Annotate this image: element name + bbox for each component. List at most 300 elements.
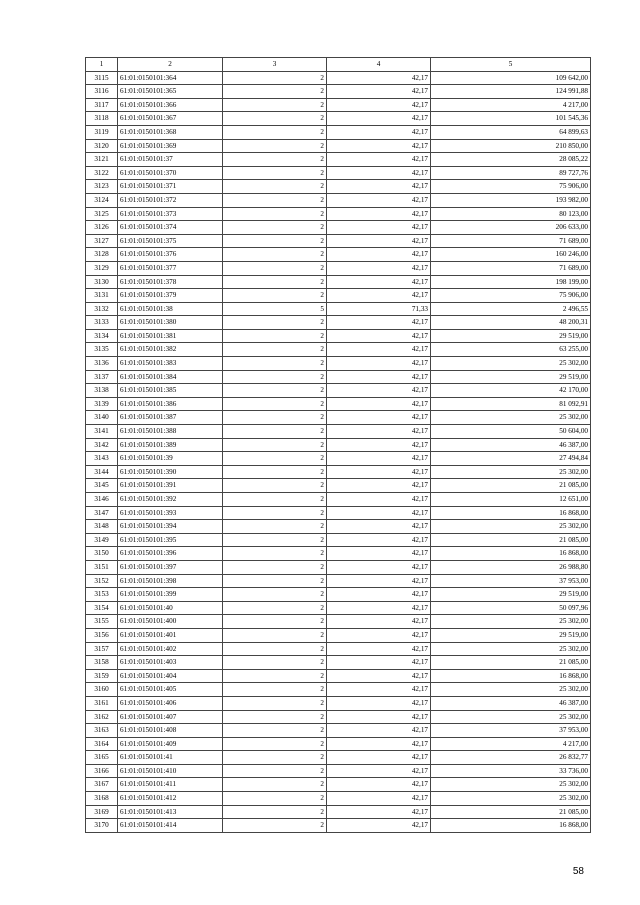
table-cell-col-2: 61:01:0150101:394	[118, 520, 223, 534]
table-cell-col-2: 61:01:0150101:405	[118, 683, 223, 697]
table-cell-col-4: 42,17	[327, 98, 431, 112]
table-cell-col-5: 16 868,00	[431, 669, 591, 683]
table-cell-col-1: 3162	[86, 710, 118, 724]
table-cell-col-2: 61:01:0150101:389	[118, 438, 223, 452]
table-cell-col-1: 3159	[86, 669, 118, 683]
table-cell-col-1: 3122	[86, 166, 118, 180]
table-cell-col-1: 3137	[86, 370, 118, 384]
table-cell-col-1: 3151	[86, 560, 118, 574]
table-row	[86, 207, 591, 221]
table-cell-col-5: 26 832,77	[431, 751, 591, 765]
table-cell-col-2: 61:01:0150101:391	[118, 479, 223, 493]
table-cell-col-4: 42,17	[327, 411, 431, 425]
table-cell-col-3: 5	[223, 302, 327, 316]
table-cell-col-4: 42,17	[327, 465, 431, 479]
table-cell-col-1: 3126	[86, 221, 118, 235]
table-cell-col-4: 42,17	[327, 683, 431, 697]
table-cell-col-1: 3148	[86, 520, 118, 534]
table-cell-col-5: 4 217,00	[431, 737, 591, 751]
table-cell-col-1: 3150	[86, 547, 118, 561]
table-cell-col-3: 2	[223, 465, 327, 479]
table-cell-col-1: 3141	[86, 425, 118, 439]
table-cell-col-3: 2	[223, 764, 327, 778]
table-cell-col-4: 42,17	[327, 656, 431, 670]
table-cell-col-2: 61:01:0150101:379	[118, 289, 223, 303]
table-cell-col-5: 25 302,00	[431, 357, 591, 371]
table-row	[86, 370, 591, 384]
table-cell-col-5: 81 092,91	[431, 397, 591, 411]
table-cell-col-5: 21 085,00	[431, 479, 591, 493]
table-cell-col-1: 3145	[86, 479, 118, 493]
table-cell-col-1: 3170	[86, 819, 118, 833]
table-cell-col-3: 2	[223, 316, 327, 330]
table-cell-col-5: 25 302,00	[431, 710, 591, 724]
table-cell-col-2: 61:01:0150101:366	[118, 98, 223, 112]
table-row	[86, 547, 591, 561]
table-row	[86, 819, 591, 833]
table-cell-col-2: 61:01:0150101:368	[118, 125, 223, 139]
table-cell-col-4: 42,17	[327, 166, 431, 180]
column-header-2: 2	[118, 58, 223, 72]
table-cell-col-5: 29 519,00	[431, 628, 591, 642]
table-cell-col-4: 42,17	[327, 615, 431, 629]
table-cell-col-1: 3131	[86, 289, 118, 303]
table-cell-col-2: 61:01:0150101:41	[118, 751, 223, 765]
table-cell-col-5: 25 302,00	[431, 792, 591, 806]
table-cell-col-3: 2	[223, 411, 327, 425]
table-cell-col-2: 61:01:0150101:385	[118, 384, 223, 398]
table-cell-col-3: 2	[223, 180, 327, 194]
table-cell-col-4: 42,17	[327, 533, 431, 547]
table-cell-col-2: 61:01:0150101:410	[118, 764, 223, 778]
table-cell-col-5: 160 246,00	[431, 248, 591, 262]
table-cell-col-1: 3120	[86, 139, 118, 153]
table-cell-col-4: 42,17	[327, 71, 431, 85]
table-cell-col-3: 2	[223, 261, 327, 275]
table-cell-col-1: 3165	[86, 751, 118, 765]
table-cell-col-2: 61:01:0150101:407	[118, 710, 223, 724]
table-cell-col-4: 42,17	[327, 819, 431, 833]
table-cell-col-3: 2	[223, 493, 327, 507]
table-row	[86, 696, 591, 710]
page-number: 58	[572, 866, 584, 877]
table-cell-col-5: 25 302,00	[431, 411, 591, 425]
table-cell-col-3: 2	[223, 656, 327, 670]
table-cell-col-1: 3129	[86, 261, 118, 275]
table-cell-col-4: 42,17	[327, 547, 431, 561]
table-cell-col-3: 2	[223, 85, 327, 99]
table-cell-col-4: 42,17	[327, 642, 431, 656]
table-row	[86, 642, 591, 656]
table-cell-col-5: 25 302,00	[431, 683, 591, 697]
table-cell-col-1: 3138	[86, 384, 118, 398]
table-row	[86, 221, 591, 235]
table-cell-col-1: 3133	[86, 316, 118, 330]
table-cell-col-5: 50 097,96	[431, 601, 591, 615]
table-cell-col-5: 29 519,00	[431, 329, 591, 343]
table-cell-col-2: 61:01:0150101:374	[118, 221, 223, 235]
table-cell-col-1: 3157	[86, 642, 118, 656]
table-cell-col-5: 109 642,00	[431, 71, 591, 85]
table-cell-col-3: 2	[223, 710, 327, 724]
table-cell-col-3: 2	[223, 234, 327, 248]
table-cell-col-4: 42,17	[327, 85, 431, 99]
table-cell-col-4: 42,17	[327, 628, 431, 642]
table-cell-col-2: 61:01:0150101:387	[118, 411, 223, 425]
table-row	[86, 384, 591, 398]
table-cell-col-3: 2	[223, 737, 327, 751]
table-row	[86, 411, 591, 425]
table-cell-col-2: 61:01:0150101:40	[118, 601, 223, 615]
table-cell-col-5: 71 689,00	[431, 261, 591, 275]
table-cell-col-2: 61:01:0150101:367	[118, 112, 223, 126]
table-cell-col-2: 61:01:0150101:37	[118, 153, 223, 167]
table-cell-col-5: 26 988,80	[431, 560, 591, 574]
table-cell-col-1: 3136	[86, 357, 118, 371]
table-cell-col-5: 21 085,00	[431, 656, 591, 670]
table-cell-col-5: 16 868,00	[431, 819, 591, 833]
table-row	[86, 153, 591, 167]
table-cell-col-4: 42,17	[327, 778, 431, 792]
table-cell-col-3: 2	[223, 533, 327, 547]
table-cell-col-5: 16 868,00	[431, 547, 591, 561]
table-cell-col-3: 2	[223, 751, 327, 765]
table-cell-col-5: 46 387,00	[431, 696, 591, 710]
table-row	[86, 615, 591, 629]
table-cell-col-2: 61:01:0150101:395	[118, 533, 223, 547]
table-cell-col-3: 2	[223, 792, 327, 806]
table-row	[86, 588, 591, 602]
table-row	[86, 479, 591, 493]
table-cell-col-1: 3163	[86, 724, 118, 738]
table-cell-col-3: 2	[223, 397, 327, 411]
table-cell-col-3: 2	[223, 221, 327, 235]
table-cell-col-1: 3158	[86, 656, 118, 670]
table-cell-col-1: 3127	[86, 234, 118, 248]
table-cell-col-2: 61:01:0150101:390	[118, 465, 223, 479]
table-row	[86, 438, 591, 452]
table-cell-col-1: 3161	[86, 696, 118, 710]
table-cell-col-5: 89 727,76	[431, 166, 591, 180]
table-cell-col-1: 3166	[86, 764, 118, 778]
table-cell-col-4: 42,17	[327, 479, 431, 493]
table-row	[86, 166, 591, 180]
table-row	[86, 520, 591, 534]
table-row	[86, 302, 591, 316]
table-cell-col-5: 37 953,00	[431, 574, 591, 588]
table-cell-col-2: 61:01:0150101:373	[118, 207, 223, 221]
table-row	[86, 574, 591, 588]
table-cell-col-4: 42,17	[327, 751, 431, 765]
table-cell-col-4: 42,17	[327, 805, 431, 819]
table-cell-col-5: 75 906,00	[431, 289, 591, 303]
table-cell-col-3: 2	[223, 669, 327, 683]
column-header-5: 5	[431, 58, 591, 72]
table-row	[86, 683, 591, 697]
table-cell-col-4: 42,17	[327, 248, 431, 262]
table-row	[86, 560, 591, 574]
table-cell-col-1: 3116	[86, 85, 118, 99]
table-cell-col-4: 42,17	[327, 221, 431, 235]
table-cell-col-5: 29 519,00	[431, 588, 591, 602]
table-cell-col-2: 61:01:0150101:371	[118, 180, 223, 194]
table-cell-col-2: 61:01:0150101:375	[118, 234, 223, 248]
table-cell-col-4: 42,17	[327, 696, 431, 710]
table-cell-col-4: 42,17	[327, 112, 431, 126]
table-cell-col-4: 42,17	[327, 329, 431, 343]
table-row	[86, 710, 591, 724]
table-row	[86, 669, 591, 683]
table-cell-col-3: 2	[223, 357, 327, 371]
table-row	[86, 357, 591, 371]
table-cell-col-4: 42,17	[327, 397, 431, 411]
table-cell-col-1: 3115	[86, 71, 118, 85]
table-cell-col-4: 42,17	[327, 275, 431, 289]
table-cell-col-3: 2	[223, 425, 327, 439]
table-row	[86, 112, 591, 126]
table-cell-col-2: 61:01:0150101:386	[118, 397, 223, 411]
table-cell-col-1: 3132	[86, 302, 118, 316]
table-cell-col-3: 2	[223, 642, 327, 656]
table-row	[86, 452, 591, 466]
table-row	[86, 737, 591, 751]
table-row	[86, 289, 591, 303]
table-cell-col-3: 2	[223, 112, 327, 126]
table-row	[86, 193, 591, 207]
table-cell-col-4: 42,17	[327, 357, 431, 371]
table-cell-col-3: 2	[223, 696, 327, 710]
table-cell-col-3: 2	[223, 275, 327, 289]
column-header-3: 3	[223, 58, 327, 72]
table-row	[86, 792, 591, 806]
table-cell-col-2: 61:01:0150101:406	[118, 696, 223, 710]
table-cell-col-4: 42,17	[327, 261, 431, 275]
table-cell-col-5: 37 953,00	[431, 724, 591, 738]
table-cell-col-3: 2	[223, 384, 327, 398]
table-cell-col-1: 3147	[86, 506, 118, 520]
table-cell-col-3: 2	[223, 452, 327, 466]
table-cell-col-1: 3123	[86, 180, 118, 194]
table-cell-col-3: 2	[223, 125, 327, 139]
table-cell-col-1: 3144	[86, 465, 118, 479]
table-row	[86, 261, 591, 275]
table-cell-col-3: 2	[223, 479, 327, 493]
table-row	[86, 98, 591, 112]
table-cell-col-2: 61:01:0150101:404	[118, 669, 223, 683]
table-row	[86, 533, 591, 547]
table-cell-col-3: 2	[223, 166, 327, 180]
table-cell-col-4: 42,17	[327, 710, 431, 724]
table-cell-col-2: 61:01:0150101:39	[118, 452, 223, 466]
table-cell-col-2: 61:01:0150101:403	[118, 656, 223, 670]
table-cell-col-1: 3160	[86, 683, 118, 697]
table-row	[86, 234, 591, 248]
table-cell-col-1: 3130	[86, 275, 118, 289]
table-cell-col-3: 2	[223, 248, 327, 262]
table-cell-col-1: 3140	[86, 411, 118, 425]
table-cell-col-2: 61:01:0150101:396	[118, 547, 223, 561]
table-cell-col-2: 61:01:0150101:376	[118, 248, 223, 262]
table-cell-col-1: 3153	[86, 588, 118, 602]
table-cell-col-5: 25 302,00	[431, 465, 591, 479]
table-cell-col-3: 2	[223, 683, 327, 697]
table-cell-col-1: 3142	[86, 438, 118, 452]
table-cell-col-1: 3117	[86, 98, 118, 112]
table-cell-col-1: 3118	[86, 112, 118, 126]
table-cell-col-3: 2	[223, 601, 327, 615]
table-cell-col-1: 3139	[86, 397, 118, 411]
table-cell-col-4: 42,17	[327, 792, 431, 806]
table-cell-col-1: 3119	[86, 125, 118, 139]
table-header-row	[86, 58, 591, 72]
table-row	[86, 139, 591, 153]
table-cell-col-4: 42,17	[327, 425, 431, 439]
table-row	[86, 751, 591, 765]
table-cell-col-5: 28 085,22	[431, 153, 591, 167]
table-cell-col-5: 193 982,00	[431, 193, 591, 207]
table-cell-col-2: 61:01:0150101:381	[118, 329, 223, 343]
table-row	[86, 275, 591, 289]
table-cell-col-4: 42,17	[327, 493, 431, 507]
table-cell-col-3: 2	[223, 329, 327, 343]
table-cell-col-3: 2	[223, 438, 327, 452]
column-header-4: 4	[327, 58, 431, 72]
table-cell-col-1: 3152	[86, 574, 118, 588]
table-cell-col-3: 2	[223, 588, 327, 602]
table-cell-col-2: 61:01:0150101:378	[118, 275, 223, 289]
table-cell-col-3: 2	[223, 289, 327, 303]
table-cell-col-4: 71,33	[327, 302, 431, 316]
table-cell-col-1: 3135	[86, 343, 118, 357]
table-row	[86, 778, 591, 792]
table-cell-col-1: 3146	[86, 493, 118, 507]
table-row	[86, 601, 591, 615]
table-cell-col-3: 2	[223, 547, 327, 561]
table-cell-col-2: 61:01:0150101:411	[118, 778, 223, 792]
table-cell-col-2: 61:01:0150101:384	[118, 370, 223, 384]
table-cell-col-1: 3149	[86, 533, 118, 547]
table-cell-col-2: 61:01:0150101:393	[118, 506, 223, 520]
table-row	[86, 656, 591, 670]
table-cell-col-4: 42,17	[327, 193, 431, 207]
table-cell-col-4: 42,17	[327, 764, 431, 778]
table-cell-col-1: 3156	[86, 628, 118, 642]
table-cell-col-5: 63 255,00	[431, 343, 591, 357]
table-cell-col-2: 61:01:0150101:380	[118, 316, 223, 330]
table-row	[86, 85, 591, 99]
table-cell-col-3: 2	[223, 574, 327, 588]
table-cell-col-2: 61:01:0150101:392	[118, 493, 223, 507]
table-cell-col-4: 42,17	[327, 737, 431, 751]
table-cell-col-5: 46 387,00	[431, 438, 591, 452]
table-cell-col-1: 3167	[86, 778, 118, 792]
table-row	[86, 805, 591, 819]
table-row	[86, 71, 591, 85]
table-cell-col-5: 29 519,00	[431, 370, 591, 384]
table-cell-col-4: 42,17	[327, 139, 431, 153]
table-cell-col-2: 61:01:0150101:412	[118, 792, 223, 806]
table-cell-col-5: 25 302,00	[431, 615, 591, 629]
table-cell-col-3: 2	[223, 207, 327, 221]
table-row	[86, 316, 591, 330]
table-row	[86, 425, 591, 439]
table-cell-col-4: 42,17	[327, 601, 431, 615]
table-cell-col-3: 2	[223, 98, 327, 112]
table-cell-col-5: 25 302,00	[431, 778, 591, 792]
table-cell-col-5: 42 170,00	[431, 384, 591, 398]
table-cell-col-5: 80 123,00	[431, 207, 591, 221]
table-cell-col-5: 71 689,00	[431, 234, 591, 248]
table-cell-col-4: 42,17	[327, 560, 431, 574]
table-cell-col-2: 61:01:0150101:382	[118, 343, 223, 357]
table-cell-col-4: 42,17	[327, 289, 431, 303]
table-cell-col-2: 61:01:0150101:398	[118, 574, 223, 588]
table-row	[86, 628, 591, 642]
table-cell-col-4: 42,17	[327, 153, 431, 167]
table-cell-col-1: 3143	[86, 452, 118, 466]
table-cell-col-2: 61:01:0150101:409	[118, 737, 223, 751]
table-cell-col-1: 3169	[86, 805, 118, 819]
table-cell-col-4: 42,17	[327, 125, 431, 139]
table-cell-col-5: 25 302,00	[431, 520, 591, 534]
table-cell-col-1: 3168	[86, 792, 118, 806]
table-cell-col-1: 3164	[86, 737, 118, 751]
table-cell-col-3: 2	[223, 370, 327, 384]
table-row	[86, 465, 591, 479]
table-cell-col-2: 61:01:0150101:399	[118, 588, 223, 602]
table-cell-col-5: 101 545,36	[431, 112, 591, 126]
table-cell-col-4: 42,17	[327, 452, 431, 466]
table-cell-col-5: 48 200,31	[431, 316, 591, 330]
table-cell-col-4: 42,17	[327, 574, 431, 588]
table-cell-col-2: 61:01:0150101:401	[118, 628, 223, 642]
data-table	[85, 57, 591, 833]
table-cell-col-2: 61:01:0150101:377	[118, 261, 223, 275]
table-cell-col-1: 3128	[86, 248, 118, 262]
table-cell-col-2: 61:01:0150101:414	[118, 819, 223, 833]
table-cell-col-4: 42,17	[327, 669, 431, 683]
table-cell-col-2: 61:01:0150101:364	[118, 71, 223, 85]
table-row	[86, 493, 591, 507]
table-cell-col-1: 3134	[86, 329, 118, 343]
table-cell-col-4: 42,17	[327, 234, 431, 248]
table-cell-col-3: 2	[223, 805, 327, 819]
table-cell-col-2: 61:01:0150101:38	[118, 302, 223, 316]
table-cell-col-3: 2	[223, 153, 327, 167]
table-cell-col-5: 21 085,00	[431, 805, 591, 819]
table-row	[86, 764, 591, 778]
table-cell-col-3: 2	[223, 193, 327, 207]
table-cell-col-3: 2	[223, 506, 327, 520]
table-cell-col-3: 2	[223, 724, 327, 738]
table-cell-col-3: 2	[223, 819, 327, 833]
table-cell-col-5: 21 085,00	[431, 533, 591, 547]
table-cell-col-3: 2	[223, 560, 327, 574]
table-cell-col-2: 61:01:0150101:397	[118, 560, 223, 574]
table-cell-col-5: 50 604,00	[431, 425, 591, 439]
column-header-1: 1	[86, 58, 118, 72]
table-cell-col-3: 2	[223, 520, 327, 534]
table-row	[86, 180, 591, 194]
table-cell-col-5: 16 868,00	[431, 506, 591, 520]
table-cell-col-3: 2	[223, 778, 327, 792]
table-row	[86, 397, 591, 411]
table-cell-col-3: 2	[223, 71, 327, 85]
table-cell-col-5: 64 899,63	[431, 125, 591, 139]
table-row	[86, 724, 591, 738]
table-cell-col-5: 4 217,00	[431, 98, 591, 112]
table-cell-col-5: 124 991,88	[431, 85, 591, 99]
